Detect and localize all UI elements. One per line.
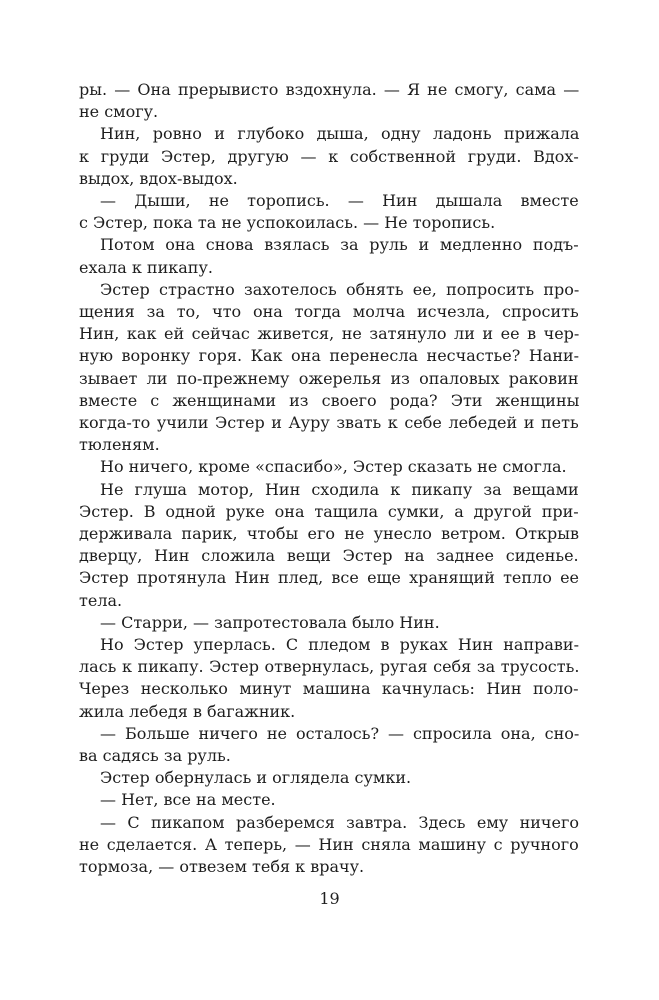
text-line: к груди Эстер, другую — к собственной груди. Вдох- [79, 146, 579, 166]
text-line: щения за то, что она тогда молча исчезла, спросить [79, 302, 579, 321]
text-line: Эстер. В одной руке она тащила сумки, а другой при- [79, 501, 579, 521]
text-line: — Старри, — запротестовала было Нин. [100, 612, 440, 632]
text-line: Но ничего, кроме «спасибо», Эстер сказать не смогла. [100, 457, 567, 477]
text-line: — Дыши, не торопись. — Нин дышала вместе [100, 191, 579, 210]
text-line: лась к пикапу. Эстер отвернулась, ругая себя за трусость. [79, 657, 580, 677]
text-line: Эстер протянула Нин плед, все еще хранящий тепло ее [79, 568, 580, 588]
text-line: вместе с женщинами из своего рода? Эти женщины [79, 390, 580, 410]
text-line: ры. — Она прерывисто вздохнула. — Я не смогу, сама — [79, 80, 580, 99]
text-line: Эстер обернулась и оглядела сумки. [100, 768, 412, 788]
text-line: Эстер страстно захотелось обнять ее, попросить про- [100, 279, 580, 299]
text-line: — Нет, все на месте. [100, 790, 276, 810]
text-line: Нин, как ей сейчас живется, не затянуло ли и ее в чер- [79, 324, 580, 344]
text-line: Не глуша мотор, Нин сходила к пикапу за вещами [100, 479, 579, 499]
text-line: не смогу. [79, 102, 159, 122]
text-line: не сделается. А теперь, — Нин сняла машину с ручного [79, 834, 579, 854]
text-line: — Больше ничего не осталось? — спросила она, сно- [100, 723, 580, 743]
text-line: тормоза, — отвезем тебя к врачу. [79, 857, 365, 876]
text-line: когда-то учили Эстер и Ауру звать к себе лебедей и петь [79, 413, 579, 432]
page-number: 19 [319, 889, 340, 908]
text-line: зывает ли по-прежнему ожерелья из опаловых раковин [79, 368, 579, 388]
text-line: ва садясь за руль. [79, 746, 231, 765]
text-line: держивала парик, чтобы его не унесло ветром. Открыв [79, 524, 580, 543]
text-line: — С пикапом разберемся завтра. Здесь ему ничего [100, 812, 579, 832]
text-line: дверцу, Нин сложила вещи Эстер на заднее сиденье. [79, 546, 579, 566]
text-line: ную воронку горя. Как она перенесла несчастье? Нани- [79, 346, 580, 366]
text-line: выдох, вдох-выдох. [79, 168, 238, 188]
text-line: жила лебедя в багажник. [79, 701, 296, 721]
text-line: с Эстер, пока та не успокоилась. — Не торопись. [79, 213, 496, 233]
text-line: ехала к пикапу. [79, 257, 213, 277]
text-line: Но Эстер уперлась. С пледом в руках Нин направи- [100, 635, 579, 654]
text-line: Через несколько минут машина качнулась: Нин поло- [79, 679, 579, 699]
text-line: тюленям. [79, 435, 160, 455]
text-line: тела. [79, 590, 123, 610]
text-line: Потом она снова взялась за руль и медленно подъ- [100, 235, 579, 255]
text-line: Нин, ровно и глубоко дыша, одну ладонь прижала [100, 124, 580, 144]
